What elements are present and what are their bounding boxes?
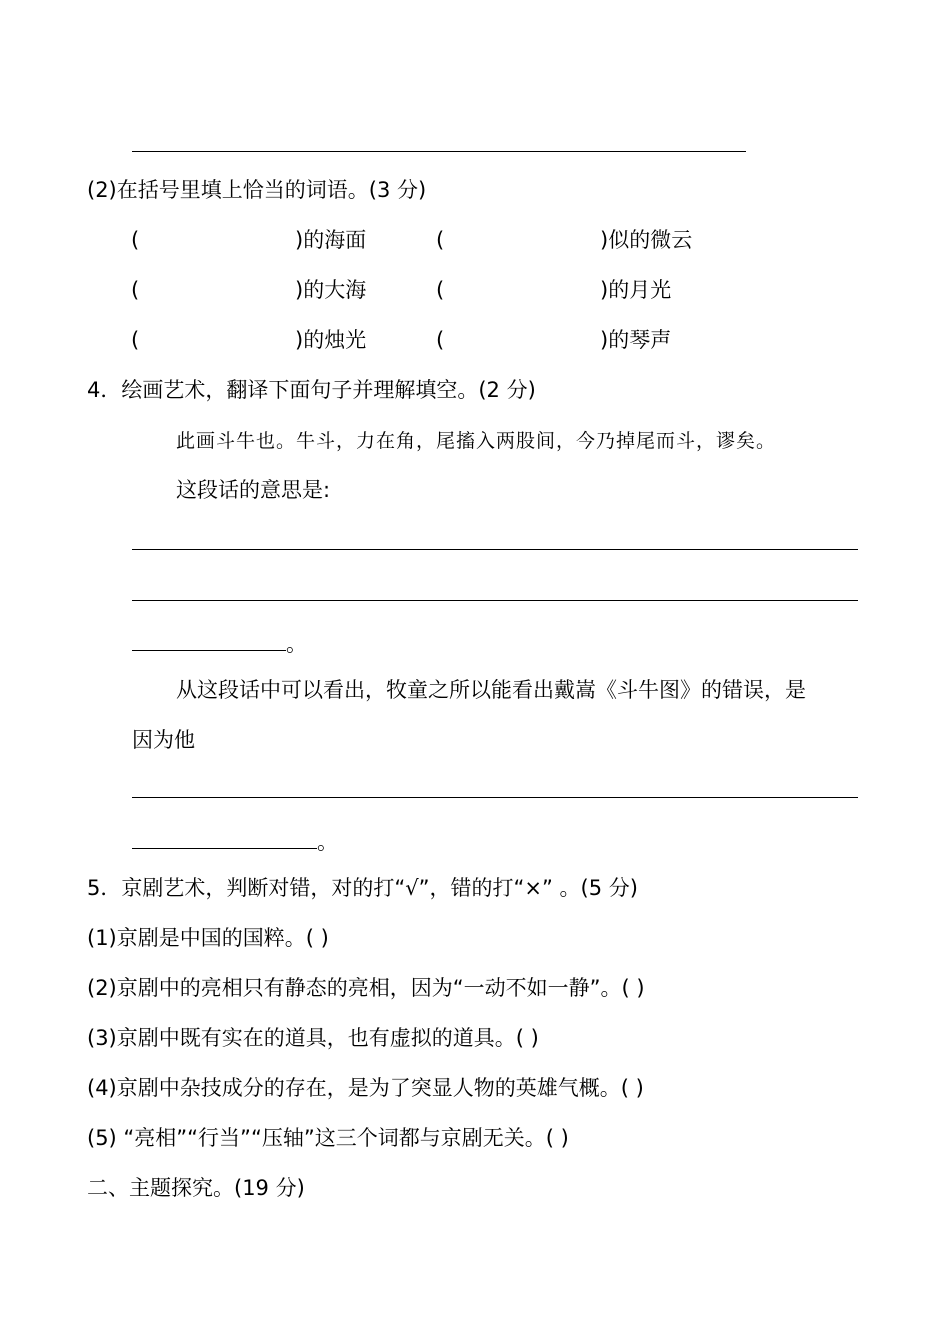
fill-close-4: )的月光	[600, 278, 672, 302]
section2-title: 二、主题探究。(19 分)	[87, 1176, 305, 1200]
q4-title: 4．绘画艺术，翻译下面句子并理解填空。(2 分)	[87, 378, 536, 402]
q3-sub2-title: (2)在括号里填上恰当的词语。(3 分)	[87, 178, 427, 202]
q5-title: 5．京剧艺术，判断对错，对的打“√”，错的打“×” 。(5 分)	[87, 876, 638, 900]
q4-reason-line2: 因为他	[132, 728, 195, 752]
q4-period-a: 。	[286, 632, 307, 656]
q5-item-2: (2)京剧中的亮相只有静态的亮相，因为“一动不如一静”。( )	[87, 976, 645, 1000]
fill-open-1: (	[131, 228, 140, 252]
fill-open-4: (	[436, 278, 445, 302]
fill-open-2: (	[436, 228, 445, 252]
q5-item-5: (5) “亮相”“行当”“压轴”这三个词都与京剧无关。( )	[87, 1126, 569, 1150]
q5-item-4: (4)京剧中杂技成分的存在，是为了突显人物的英雄气概。( )	[87, 1076, 644, 1100]
fill-close-6: )的琴声	[600, 328, 672, 352]
q4-meaning-prompt: 这段话的意思是:	[176, 478, 331, 502]
answer-line-reason-1[interactable]	[132, 797, 858, 798]
fill-open-3: (	[131, 278, 140, 302]
fill-close-3: )的大海	[295, 278, 367, 302]
answer-line-top[interactable]	[132, 151, 746, 152]
fill-close-5: )的烛光	[295, 328, 367, 352]
fill-open-6: (	[436, 328, 445, 352]
q4-reason-line1: 从这段话中可以看出，牧童之所以能看出戴嵩《斗牛图》的错误，是	[176, 678, 806, 702]
q4-period-b: 。	[317, 830, 338, 854]
answer-line-reason-2[interactable]	[132, 848, 317, 849]
q5-item-1: (1)京剧是中国的国粹。( )	[87, 926, 329, 950]
q4-classical-text: 此画斗牛也。牛斗，力在角，尾搐入两股间，今乃掉尾而斗，谬矣。	[176, 430, 777, 452]
fill-close-1: )的海面	[295, 228, 367, 252]
answer-line-meaning-2[interactable]	[132, 600, 858, 601]
answer-line-meaning-1[interactable]	[132, 549, 858, 550]
fill-open-5: (	[131, 328, 140, 352]
q5-item-3: (3)京剧中既有实在的道具，也有虚拟的道具。( )	[87, 1026, 539, 1050]
answer-line-meaning-3[interactable]	[132, 650, 286, 651]
fill-close-2: )似的微云	[600, 228, 693, 252]
